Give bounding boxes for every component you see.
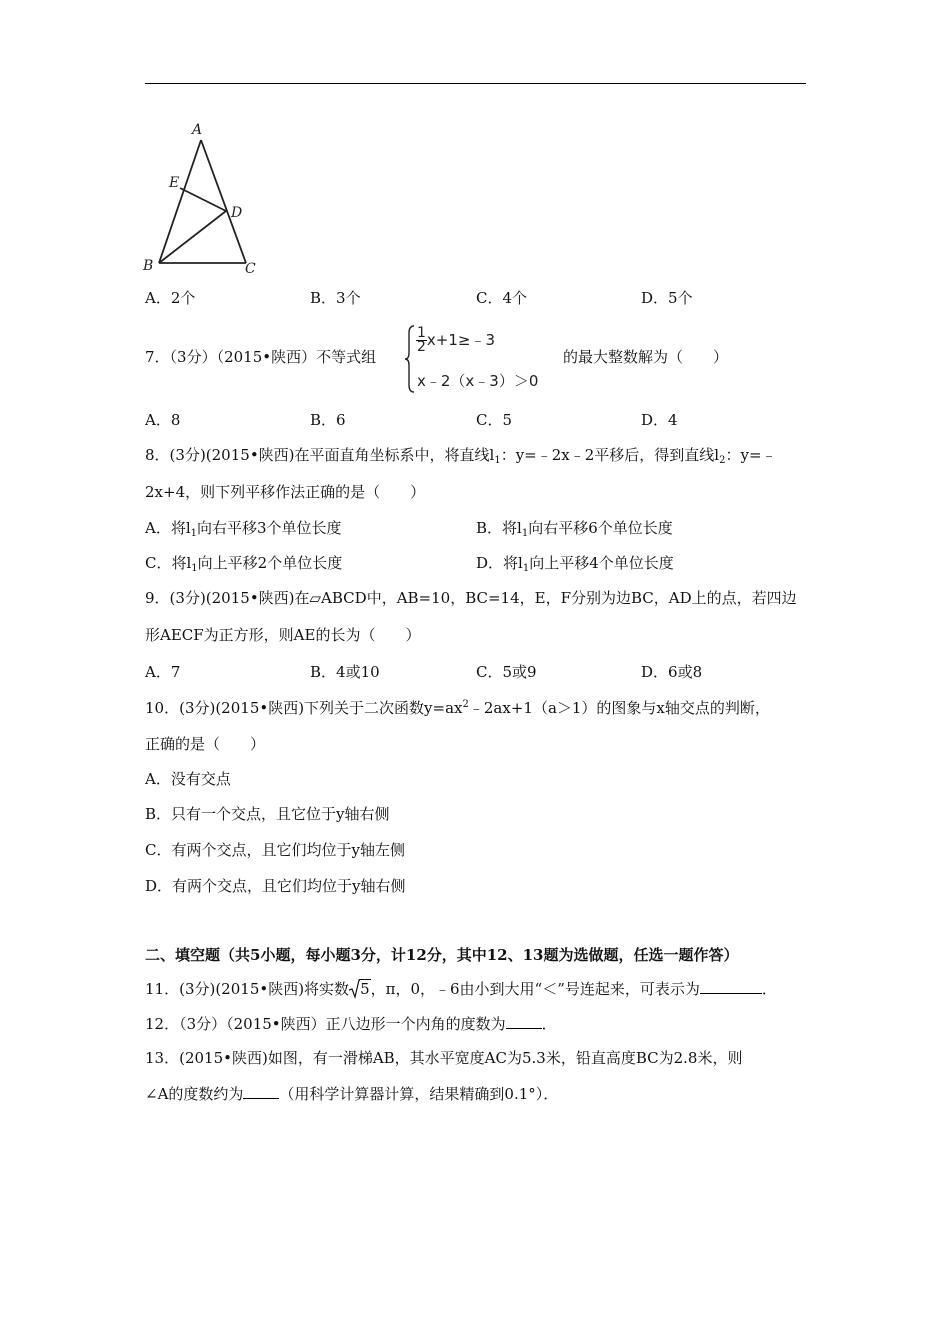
header-rule (145, 83, 806, 84)
q11-answer-blank[interactable] (700, 978, 762, 994)
q9-option-a: A．7 (145, 663, 181, 681)
question-12: 12．（3分）（2015•陕西）正八边形一个内角的度数为 ． (145, 1015, 557, 1033)
section-heading: 二、填空题（共5小题，每小题3分，计12分，其中12、13题为选做题，任选一题作答） (145, 946, 739, 964)
q10-option-b: B．只有一个交点，且它位于y轴右侧 (145, 805, 390, 823)
q7-option-b: B．6 (310, 411, 346, 429)
q6-option-c: C．4个 (476, 289, 528, 307)
q10-option-c: C．有两个交点，且它们均位于y轴左侧 (145, 841, 405, 859)
q8-option-a: A．将$l_1$向右平移3个单位长度 (145, 519, 342, 539)
q7-system-line1 (416, 327, 495, 354)
q7-option-a: A．8 (145, 411, 181, 429)
label-e: E (169, 175, 180, 191)
q6-option-b: B．3个 (310, 289, 361, 307)
q7-system-line2: x﹣2（x﹣3）＞0 (417, 372, 539, 390)
q12-answer-blank[interactable] (506, 1013, 542, 1029)
triangle-figure (140, 118, 270, 280)
q7-option-c: C．5 (476, 411, 513, 429)
q9-option-b: B．4或10 (310, 663, 380, 681)
q13-line1: 13．(2015•陕西)如图，有一滑梯AB，其水平宽度AC为5.3米，铅直高度BC为2.8米，则 (145, 1049, 743, 1067)
edge-bd (159, 211, 226, 263)
edge-ab (159, 140, 201, 263)
label-c: C (245, 261, 256, 277)
sqrt-icon: 5 (349, 980, 371, 998)
q8-option-c: C．将$l_1$向上平移2个单位长度 (145, 554, 343, 574)
q13-answer-blank[interactable] (243, 1083, 279, 1099)
q9-option-c: C．5或9 (476, 663, 537, 681)
q10-option-a: A．没有交点 (145, 770, 231, 788)
q13-line2: ∠A的度数约为 （用科学计算器计算，结果精确到0.1°）． (145, 1085, 559, 1103)
q10-line2: 正确的是（ ） (145, 735, 266, 753)
q9-line2: 形AECF为正方形，则AE的长为（ ） (145, 626, 421, 644)
q7-suffix: 的最大整数解为（ ） (563, 348, 729, 366)
q10-line1: 10．(3分)(2015•陕西)下列关于二次函数$y=ax^2﹣2ax+1(a>1)$的图象与x轴交点的判断， (145, 699, 770, 717)
q8-line1: 8．(3分)(2015•陕西)在平面直角坐标系中，将直线$l_1$：y=﹣2x﹣2平移后，得到直线$l_2$：y=﹣ (145, 446, 777, 466)
q6-option-a: A．2个 (145, 289, 196, 307)
q7-fraction: $\frac{1}{2}$ (417, 325, 426, 355)
q9-option-d: D．6或8 (641, 663, 703, 681)
q10-option-d: D．有两个交点，且它们均位于y轴右侧 (145, 877, 406, 895)
q6-option-d: D．5个 (641, 289, 693, 307)
question-11: 11．(3分)(2015•陕西)将实数 5，π，0，﹣6由小到大用“＜”号连起来，可表示为 ． (145, 980, 777, 998)
label-b: B (143, 258, 154, 274)
q8-option-b: B．将$l_1$向右平移6个单位长度 (476, 519, 673, 539)
q8-option-d: D．将$l_1$向上平移4个单位长度 (476, 554, 674, 574)
label-a: A (192, 122, 203, 138)
q7-line1-rest: x+1≥﹣3 (426, 331, 496, 349)
q7-option-d: D．4 (641, 411, 678, 429)
brace-icon (404, 325, 416, 393)
q8-line2: 2x+4，则下列平移作法正确的是（ ） (145, 483, 426, 501)
q7-prefix: 7．（3分）（2015•陕西）不等式组 (145, 348, 377, 366)
label-d: D (231, 205, 243, 221)
q9-line1: 9．(3分)(2015•陕西)在▱ABCD中，AB=10，BC=14，E，F分别为边BC，AD上的点，若四边 (145, 589, 797, 607)
